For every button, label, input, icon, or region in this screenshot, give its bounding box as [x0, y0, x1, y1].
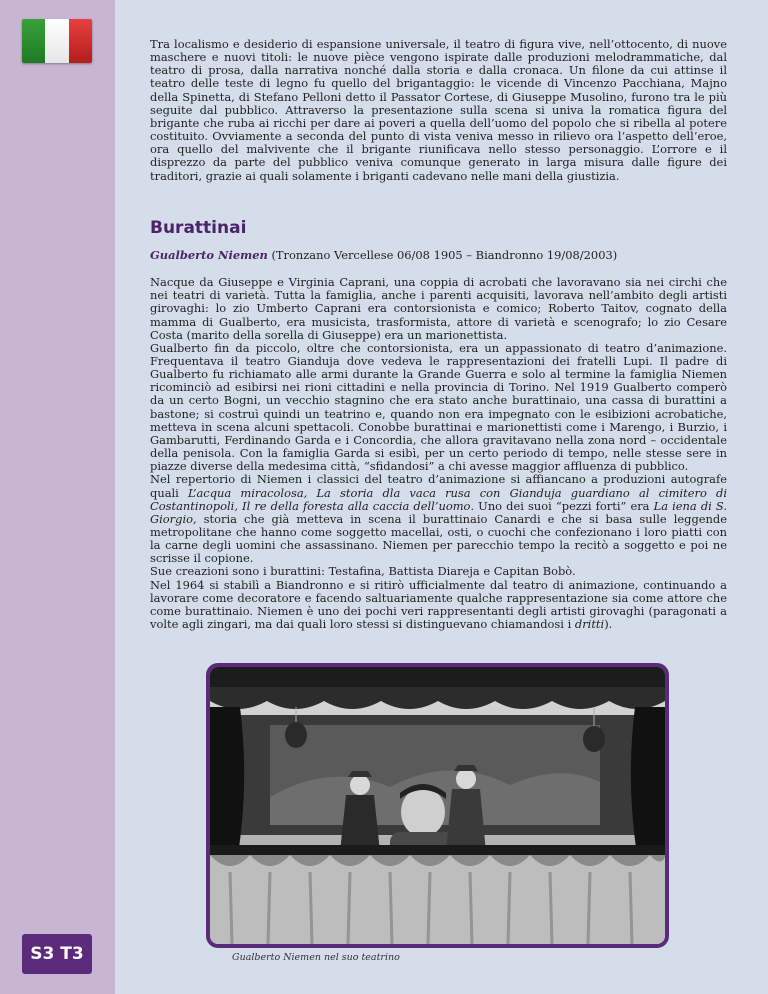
sidebar: [0, 0, 115, 994]
bio-paragraph-2: Gualberto fin da piccolo, oltre che contorsionista, era un appassionato di teatro d’animazione. Frequentava il teatro Gianduja dove vedeva le rappresentazioni dei fratelli Lupi. Il padre di Gualberto fu richiamato alle armi durante la Grande Guerra e solo al termine la famiglia Niemen ricominciò ad esibirsi nei rioni cittadini e nella provincia di Torino. Nel 1919 Gualberto comperò da un certo Bogni, un vecchio stagnino che era stato anche burattinaio, una cassa di burattini a bastone; si costruì quindi un teatrino e, quando non era impegnato con le esibizioni acrobatiche, metteva in scena alcuni spettacoli. Conobbe burattinai e marionettisti come i Marengo, i Burzio, i Gambarutti, Ferdinando Garda e i Concordia, che allora gravitavano nella zona nord – occidentale della penisola. Con la famiglia Garda si esibì, per un certo periodo di tempo, nelle stesse sere in piazze diverse della medesima città, “sfidandosi” a chi avesse maggior affluenza di pubblico.: [150, 340, 727, 474]
photo-caption: Gualberto Niemen nel suo teatrino: [232, 952, 400, 963]
flag-green-band: [22, 19, 45, 63]
bio-paragraph-1: Nacque da Giuseppe e Virginia Caprani, una coppia di acrobati che lavoravano sia nei circhi che nei teatri di varietà. Tutta la famiglia, anche i parenti acquisiti, lavorava nell’ambito degli artisti girovaghi: lo zio Umberto Caprani era contorsionista e comico; Roberto Taitov, cognato della mamma di Gualberto, era musicista, trasformista, attore di varietà e scenografo; lo zio Cesare Costa (marito della sorella di Giuseppe) era un marionettista.: [150, 275, 727, 342]
flag-red-band: [69, 19, 92, 63]
article: [150, 38, 727, 631]
bio-paragraph-4: Sue creazioni sono i burattini: Testafina, Battista Diareja e Capitan Bobò.: [150, 564, 576, 579]
bio-text: . Uno dei suoi “pezzi forti” era: [470, 498, 654, 513]
flag-white-band: [45, 19, 68, 63]
bio-text: Nel repertorio di Niemen i classici del teatro d’animazione si affiancano a produzioni autografe quali: [150, 472, 727, 500]
section-badge: S3 T3: [22, 934, 92, 974]
bio-paragraph-3: [150, 473, 727, 565]
bio-text: ).: [604, 617, 613, 632]
subject-line: [150, 249, 727, 262]
photo-illustration: [210, 667, 665, 944]
subject-name: Gualberto Niemen: [150, 247, 268, 262]
play-titles: L’acqua miracolosa, La storia dla vaca rusa con Gianduja guardiano al cimitero di Costantinopoli, Il re della foresta alla caccia dell’uomo: [150, 485, 727, 513]
intro-paragraph: Tra localismo e desiderio di espansione universale, il teatro di figura vive, nell’ottocento, di nuove maschere e nuovi titoli: le nuove pièce vengono ispirate dalle produzioni melodrammatiche, dal teatro di prosa, dalla narrativa nonché dalla storia e dalla cronaca. Un filone da cui attinse il teatro delle teste di legno fu quello del brigantaggio: le vicende di Vincenzo Pacchiana, Majno della Spinetta, di Stefano Pelloni detto il Passator Cortese, di Giuseppe Musolino, furono tra le più seguite dal pubblico. Attraverso la presentazione sulla scena si univa la romatica figura del brigante che ruba ai ricchi per dare ai poveri a quella dell’uomo del popolo che si ribella al potere costituito. Ovviamente a seconda del punto di vista veniva messo in rilievo ora l’aspetto dell’eroe, ora quello del malvivente che il brigante riunificava nello stesso personaggio. L’orrore e il disprezzo da parte del pubblico veniva comunque generato in larga misura dalle figure dei traditori, grazie ai quali solamente i briganti cadevano nelle mani della giustizia.: [150, 37, 727, 183]
puppet-theatre-photo: [206, 663, 669, 948]
bio-text: , storia che già metteva in scena il burattinaio Canardi e che si basa sulle leggende metropolitane che hanno come soggetto macellai, osti, o cuochi che confezionano i loro piatti con la carne degli uomini che assassinano. Niemen per parecchio tempo la recitò a soggetto e poi ne scrisse il copione.: [150, 511, 727, 566]
bio-paragraph-5: [150, 579, 727, 632]
play-title: La iena di S. Giorgio: [150, 498, 727, 526]
term-dritti: dritti: [574, 617, 605, 632]
section-heading: Burattinai: [150, 217, 247, 238]
subject-dates: (Tronzano Vercellese 06/08 1905 – Biandronno 19/08/2003): [267, 247, 618, 262]
italian-flag-icon: [22, 19, 92, 63]
bio-text: Nel 1964 si stabilì a Biandronno e si ritirò ufficialmente dal teatro di animazione, continuando a lavorare come decoratore e facendo saltuariamente qualche rappresentazione sia come attore che come burattinaio. Niemen è uno dei pochi veri rappresentanti degli artisti girovaghi (paragonati a volte agli zingari, ma dai quali loro stessi si distinguevano chiamandosi i: [150, 577, 727, 632]
